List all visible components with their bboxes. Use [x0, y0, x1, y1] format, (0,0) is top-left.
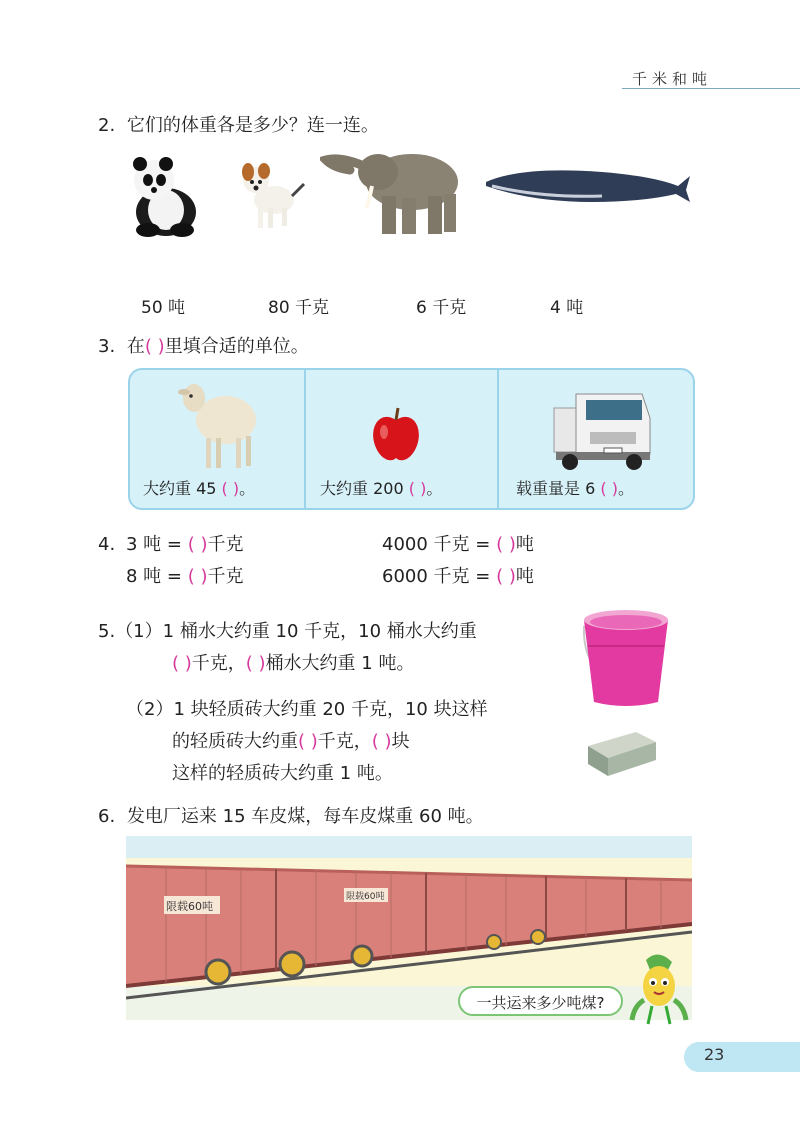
brick-icon	[584, 722, 660, 778]
cell-text: 。	[617, 479, 634, 498]
answer-cell-1	[143, 476, 255, 499]
question-text: 千克，	[191, 653, 246, 674]
weight-option-1: 50 吨	[141, 298, 186, 318]
sheep-icon	[178, 376, 258, 474]
elephant-icon	[320, 146, 466, 238]
part-label: （1）	[115, 621, 163, 642]
equation-unit: 吨	[515, 534, 534, 555]
question-text: 1 桶水大约重 10 千克，10 桶水大约重	[162, 621, 477, 642]
equation-unit: 吨	[515, 566, 534, 587]
blank-paren[interactable]: ( )	[221, 479, 240, 498]
blank-paren[interactable]: ( )	[371, 731, 392, 752]
weight-option-3: 6 千克	[416, 298, 467, 318]
equation-text: 8 吨 =	[126, 566, 182, 587]
equation-text: 4000 千克 =	[382, 534, 491, 555]
question-text: 千克，	[317, 731, 372, 752]
page-number: 23	[704, 1045, 725, 1064]
cell-text: 载重量是 6	[516, 479, 596, 498]
blank-paren[interactable]: ( )	[298, 731, 318, 752]
blank-paren[interactable]: ( )	[187, 566, 208, 587]
truck-icon	[546, 388, 656, 472]
question-number: 2.	[98, 115, 116, 136]
question-number: 3.	[98, 336, 116, 357]
question-5-part-2-line-3: 这样的轻质砖大约重 1 吨。	[172, 763, 393, 784]
question-5-line-2	[172, 648, 414, 680]
panda-icon	[126, 152, 202, 238]
apple-icon	[370, 404, 422, 464]
question-number: 6.	[98, 806, 116, 827]
blank-paren[interactable]: ( )	[496, 566, 516, 587]
equation-text: 6000 千克 =	[382, 566, 491, 587]
answer-cell-3	[516, 476, 634, 499]
equation-text: 3 吨 =	[126, 534, 182, 555]
question-5-part-2-line-2	[172, 726, 410, 758]
question-3	[98, 331, 309, 363]
question-4-number: 4.	[98, 534, 116, 555]
q4-row-2-right	[382, 561, 534, 593]
blank-paren[interactable]: ( )	[172, 653, 192, 674]
question-text-post: 里填合适的单位。	[164, 336, 309, 357]
blank-paren[interactable]: ( )	[408, 479, 427, 498]
whale-icon	[482, 162, 692, 208]
cell-text: 大约重 200	[320, 479, 404, 498]
blank-paren[interactable]: ( )	[600, 479, 618, 498]
page-number-tab	[684, 1042, 800, 1072]
cell-text: 大约重 45	[143, 479, 217, 498]
chapter-title: 千米和吨	[631, 70, 712, 88]
question-5-line-1	[98, 616, 477, 648]
question-text: 桶水大约重 1 吨。	[265, 653, 415, 674]
question-text: 1 块轻质砖大约重 20 千克，10 块这样	[173, 699, 488, 720]
question-6	[98, 801, 484, 833]
box-divider	[304, 370, 306, 508]
part-label: （2）	[126, 699, 174, 720]
question-text: 发电厂运来 15 车皮煤，每车皮煤重 60 吨。	[126, 806, 484, 827]
cell-text: 。	[239, 479, 256, 498]
question-text-pre: 在	[126, 336, 145, 357]
question-text: 的轻质砖大约重	[172, 731, 298, 752]
box-divider	[497, 370, 499, 508]
blank-paren[interactable]: ( )	[187, 534, 208, 555]
cell-text: 。	[426, 479, 443, 498]
equation-unit: 千克	[207, 566, 244, 587]
question-number: 5.	[98, 621, 116, 642]
question-text: 它们的体重各是多少？连一连。	[126, 115, 379, 136]
question-text: 块	[391, 731, 410, 752]
answer-cell-2	[320, 476, 442, 499]
blank-paren[interactable]: ( )	[245, 653, 266, 674]
bucket-icon	[578, 606, 674, 710]
weight-option-2: 80 千克	[268, 298, 330, 318]
q4-row-1-right	[382, 529, 534, 561]
question-5-part-2-line-1	[126, 694, 488, 726]
car-label: 限载60吨	[166, 900, 213, 913]
blank-paren[interactable]: ( )	[496, 534, 516, 555]
dog-icon	[236, 158, 306, 234]
car-label: 限载60吨	[346, 892, 385, 902]
speech-bubble: 一共运来多少吨煤?	[458, 986, 623, 1016]
question-2	[98, 110, 379, 142]
q4-row-1-left	[126, 529, 244, 561]
q4-row-2-left	[126, 561, 244, 593]
equation-unit: 千克	[207, 534, 244, 555]
corn-mascot-icon	[628, 950, 690, 1028]
weight-option-4: 4 吨	[550, 298, 584, 318]
blank-paren[interactable]: ( )	[144, 336, 165, 357]
header-rule	[622, 88, 800, 89]
